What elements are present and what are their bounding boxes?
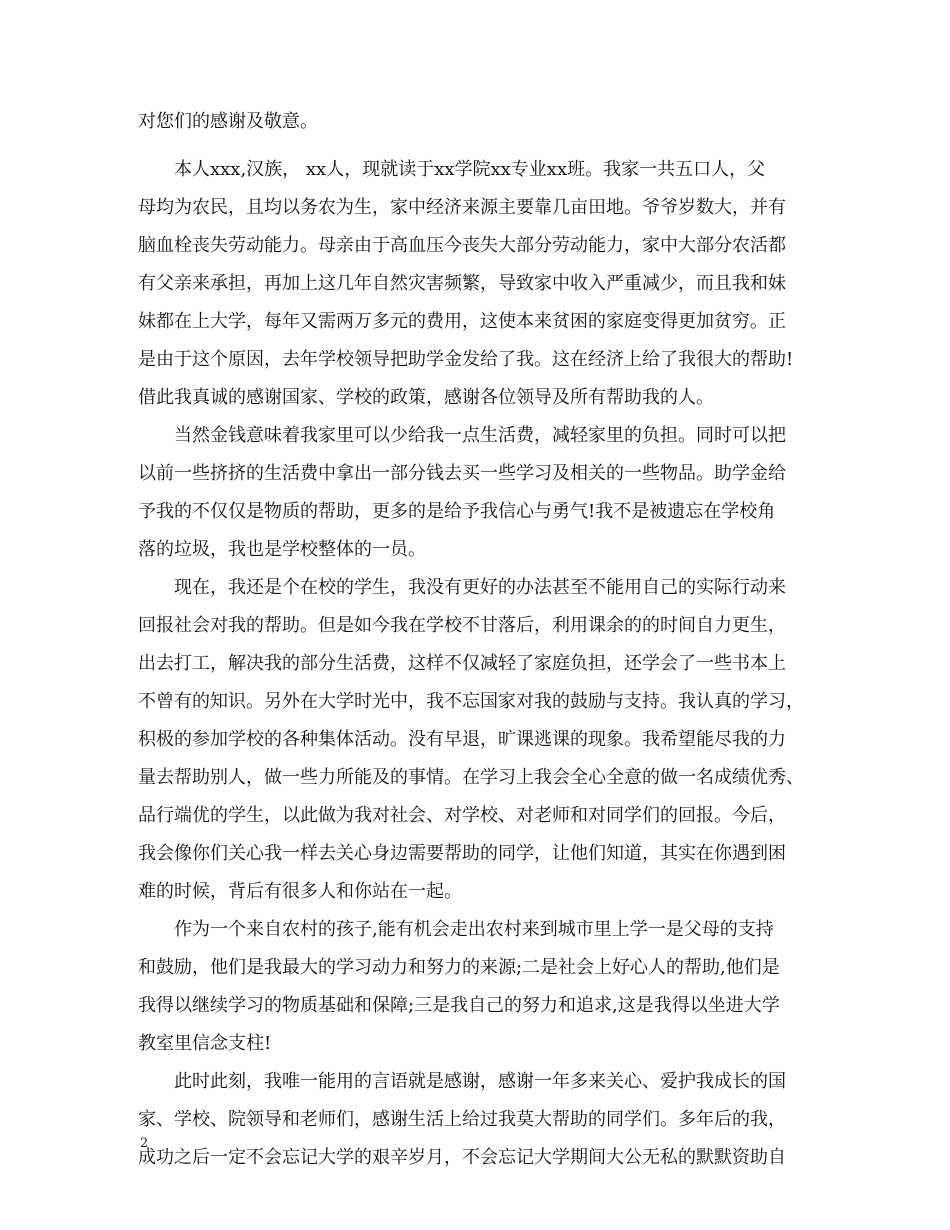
text-line: 予我的不仅仅是物质的帮助，更多的是给予我信心与勇气!我不是被遗忘在学校角	[138, 501, 776, 522]
text-line: 作为一个来自农村的孩子,能有机会走出农村来到城市里上学一是父母的支持	[138, 919, 774, 940]
text-line: 有父亲来承担，再加上这几年自然灾害频繁，导致家中收入严重减少，而且我和妹	[138, 273, 786, 294]
text-line: 我会像你们关心我一样去关心身边需要帮助的同学，让他们知道，其实在你遇到困	[138, 843, 786, 864]
text-line: 量去帮助别人，做一些力所能及的事情。在学习上我会全心全意的做一名成绩优秀、	[138, 767, 804, 788]
text-line: 当然金钱意味着我家里可以少给我一点生活费，减轻家里的负担。同时可以把	[138, 425, 786, 446]
text-line: 妹都在上大学，每年又需两万多元的费用，这使本来贫困的家庭变得更加贫穷。正	[138, 311, 786, 332]
text-line: 以前一些挤挤的生活费中拿出一部分钱去买一些学习及相关的一些物品。助学金给	[138, 463, 786, 484]
text-line: 母均为农民，且均以务农为生，家中经济来源主要靠几亩田地。爷爷岁数大，并有	[138, 197, 786, 218]
text-line: 我得以继续学习的物质基础和保障;三是我自己的努力和追求,这是我得以坐进大学	[138, 995, 780, 1016]
text-line: 脑血栓丧失劳动能力。母亲由于高血压今丧失大部分劳动能力，家中大部分农活都	[138, 235, 786, 256]
page-number: 2	[140, 1136, 149, 1151]
text-line: 积极的参加学校的各种集体活动。没有早退，旷课逃课的现象。我希望能尽我的力	[138, 729, 786, 750]
text-line: 回报社会对我的帮助。但是如今我在学校不甘落后，利用课余的的时间自力更生，	[138, 615, 786, 636]
text-line: 本人xxx,汉族， xx人，现就读于xx学院xx专业xx班。我家一共五口人，父	[138, 159, 766, 180]
text-line: 对您们的感谢及敬意。	[138, 111, 318, 132]
text-line: 此时此刻，我唯一能用的言语就是感谢，感谢一年多来关心、爱护我成长的国	[138, 1071, 786, 1092]
text-line: 是由于这个原因，去年学校领导把助学金发给了我。这在经济上给了我很大的帮助!	[138, 349, 794, 370]
text-line: 出去打工，解决我的部分生活费，这样不仅减轻了家庭负担，还学会了一些书本上	[138, 653, 786, 674]
text-line: 难的时候，背后有很多人和你站在一起。	[138, 881, 462, 902]
text-line: 落的垃圾，我也是学校整体的一员。	[138, 539, 426, 560]
text-line: 家、学校、院领导和老师们，感谢生活上给过我莫大帮助的同学们。多年后的我，	[138, 1109, 786, 1130]
text-line: 成功之后一定不会忘记大学的艰辛岁月，不会忘记大学期间大公无私的默默资助自	[138, 1147, 786, 1168]
text-line: 借此我真诚的感谢国家、学校的政策，感谢各位领导及所有帮助我的人。	[138, 387, 714, 408]
text-line: 现在，我还是个在校的学生，我没有更好的办法甚至不能用自己的实际行动来	[138, 577, 786, 598]
text-line: 品行端优的学生，以此做为我对社会、对学校、对老师和对同学们的回报。今后，	[138, 805, 786, 826]
text-line: 不曾有的知识。另外在大学时光中，我不忘国家对我的鼓励与支持。我认真的学习，	[138, 691, 804, 712]
text-line: 教室里信念支柱!	[138, 1033, 272, 1054]
text-line: 和鼓励，他们是我最大的学习动力和努力的来源;二是社会上好心人的帮助,他们是	[138, 957, 780, 978]
